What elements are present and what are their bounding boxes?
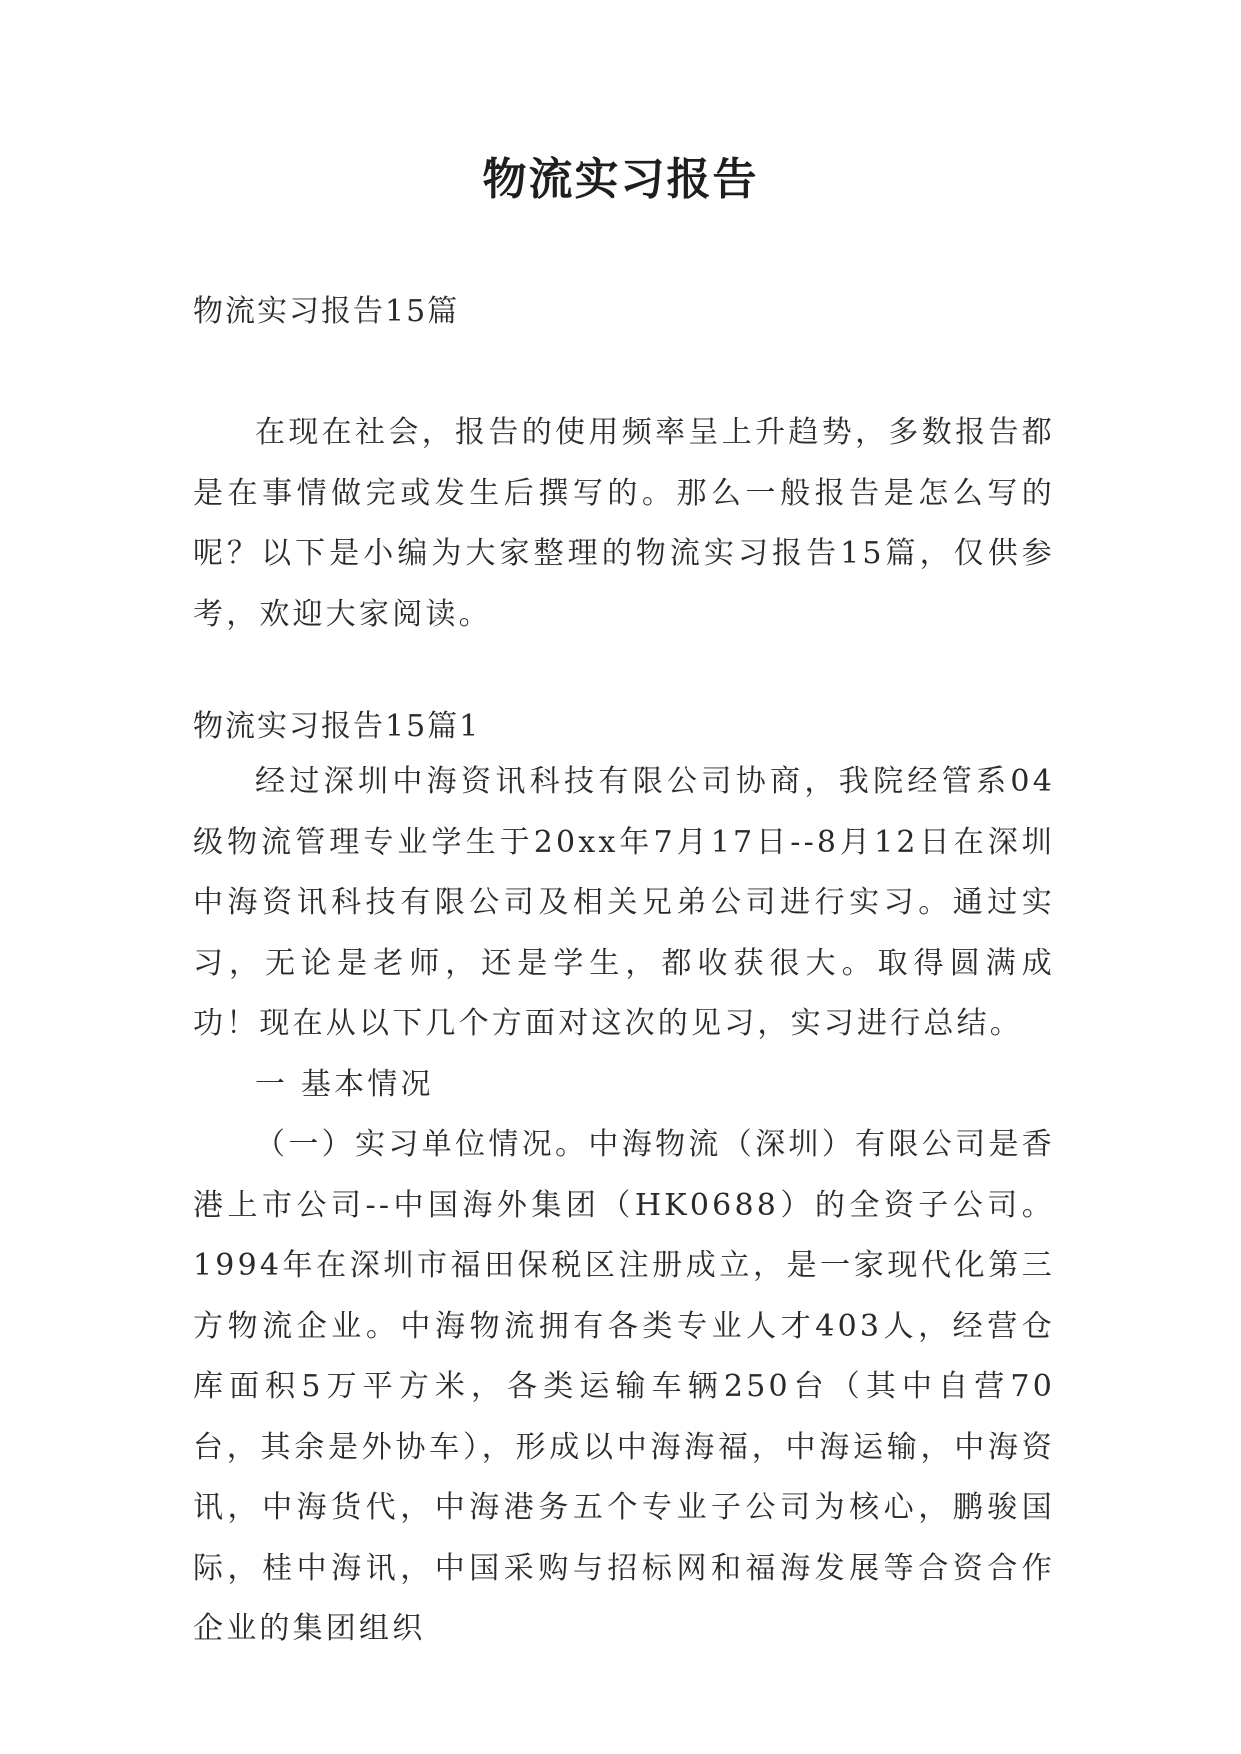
section-title: 物流实习报告15篇1 xyxy=(193,709,481,744)
document-subtitle: 物流实习报告15篇 xyxy=(193,294,460,329)
intro-paragraph xyxy=(193,403,1055,645)
document-title: 物流实习报告 xyxy=(482,154,759,205)
body-paragraph-2: （一）实习单位情况。中海物流（深圳）有限公司是香港上市公司--中国海外集团（HK0688）的全资子公司。1994年在深圳市福田保税区注册成立，是一家现代化第三方物流企业。中海物流拥有各类专业人才403人，经营仓库面积5万平方米，各类运输车辆250台（其中自营70台，其余是外协车），形成以中海海福，中海运输，中海资讯，中海货代，中海港务五个专业子公司为核心，鹏骏国际，桂中海讯，中国采购与招标网和福海发展等合资合作企业的集团组织 xyxy=(193,1127,1055,1646)
body-paragraph-1: 经过深圳中海资讯科技有限公司协商，我院经管系04级物流管理专业学生于20xx年7月17日--8月12日在深圳中海资讯科技有限公司及相关兄弟公司进行实习。通过实习，无论是老师，还是学生，都收获很大。取得圆满成功！现在从以下几个方面对这次的见习，实习进行总结。 xyxy=(193,764,1055,1041)
section-body xyxy=(193,752,1055,1660)
intro-text: 在现在社会，报告的使用频率呈上升趋势，多数报告都是在事情做完或发生后撰写的。那么一般报告是怎么写的呢？以下是小编为大家整理的物流实习报告15篇，仅供参考，欢迎大家阅读。 xyxy=(193,415,1055,632)
body-heading-1: 一 基本情况 xyxy=(255,1066,434,1102)
